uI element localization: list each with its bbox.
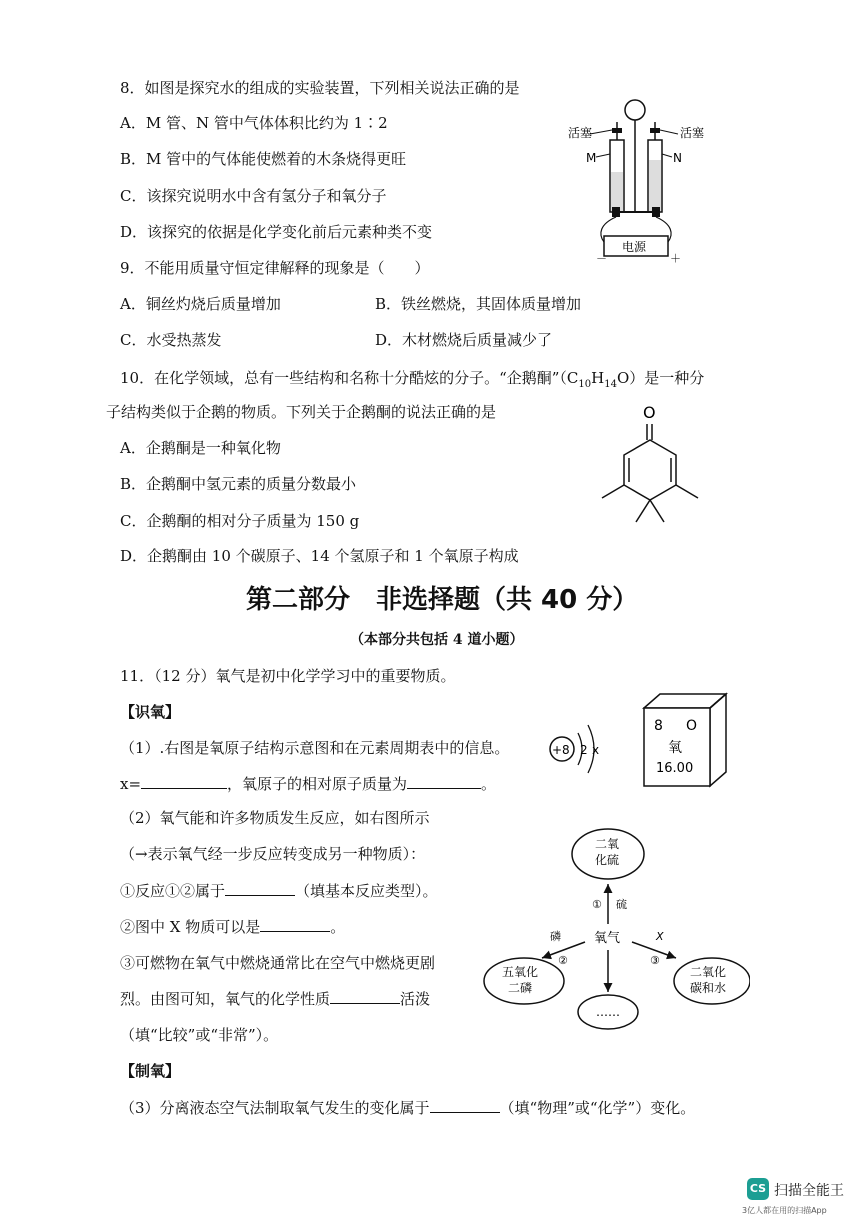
shell2-electrons-label: x: [592, 743, 600, 757]
scanner-app-tagline: 3亿人都在用的扫描App: [742, 1206, 827, 1215]
valve-left-label: 活塞: [568, 126, 593, 140]
num-reaction-3: ③: [650, 954, 660, 967]
q11-p2d: ②图中 X 物质可以是 。: [120, 918, 346, 936]
oxygen-reaction-network-figure: [480, 826, 750, 1032]
node-p2o5-line2: 二磷: [508, 981, 533, 995]
q11-p2: （2）氧气能和许多物质发生反应，如右图所示: [120, 809, 430, 827]
q11-p2g: （填“比较”或“非常”）。: [120, 1026, 279, 1044]
electrolysis-apparatus-figure: [560, 92, 720, 264]
q11-p1-blanks: x= ，氧原子的相对原子质量为 。: [120, 775, 497, 793]
q11-section-identify: 【识氧】: [120, 703, 181, 721]
element-number-label: 8: [654, 718, 663, 734]
q11-p2f: 烈。由图可知，氧气的化学性质 活泼: [120, 990, 431, 1008]
node-so2-line2: 化硫: [595, 853, 620, 867]
scanner-logo-icon: CS: [747, 1178, 769, 1200]
part2-subtitle: （本部分共包括 4 道小题）: [350, 632, 524, 648]
label-x: X: [656, 930, 664, 943]
q8-option-c: C．该探究说明水中含有氢分子和氧分子: [120, 187, 387, 205]
q10-option-c: C．企鹅酮的相对分子质量为 150 g: [120, 512, 360, 530]
node-co2-line1: 二氧化: [690, 965, 727, 979]
power-label: 电源: [622, 240, 647, 254]
q8-option-a: A．M 管、N 管中气体体积比约为 1∶2: [120, 114, 388, 132]
blank-x-substance[interactable]: [260, 917, 330, 932]
q9-option-d: D．木材燃烧后质量减少了: [375, 331, 553, 349]
q11-p2b: （→表示氧气经一步反应转变成另一种物质）：: [120, 845, 426, 863]
label-sulfur: 硫: [616, 898, 627, 911]
q8-stem: 8．如图是探究水的组成的实验装置，下列相关说法正确的是: [120, 79, 520, 97]
q10-option-d: D．企鹅酮由 10 个碳原子、14 个氢原子和 1 个氧原子构成: [120, 547, 519, 565]
tube-m-label: M: [586, 151, 597, 165]
node-oxygen-label: 氧气: [594, 931, 621, 946]
num-reaction-2: ②: [558, 954, 568, 967]
plus-label: ＋: [670, 252, 681, 264]
node-co2-line2: 碳和水: [690, 981, 727, 995]
part2-title: 第二部分 非选择题（共 40 分）: [246, 585, 639, 615]
blank-change-type[interactable]: [430, 1098, 500, 1113]
penguinone-structure-figure: [590, 398, 710, 533]
q11-section-prepare: 【制氧】: [120, 1062, 181, 1080]
q9-option-a: A．铜丝灼烧后质量增加: [120, 295, 281, 313]
q9-option-b: B．铁丝燃烧，其固体质量增加: [375, 295, 582, 313]
label-phosphorus: 磷: [550, 930, 561, 943]
periodic-table-cell-figure: [640, 690, 730, 790]
q9-option-c: C．水受热蒸发: [120, 331, 222, 349]
blank-reaction-type[interactable]: [225, 881, 295, 896]
carbonyl-oxygen-label: O: [643, 403, 656, 422]
element-mass-label: 16.00: [656, 761, 694, 776]
tube-n-label: N: [673, 151, 682, 165]
minus-label: －: [596, 252, 607, 264]
q11-stem: 11．（12 分）氧气是初中化学学习中的重要物质。: [120, 667, 456, 685]
q11-p2e: ③可燃物在氧气中燃烧通常比在空气中燃烧更剧: [120, 954, 436, 972]
node-so2-line1: 二氧: [595, 837, 620, 851]
q10-stem-line2: 子结构类似于企鹅的物质。下列关于企鹅酮的说法正确的是: [106, 403, 497, 421]
nucleus-charge-label: +8: [552, 743, 570, 757]
node-p2o5-line1: 五氧化: [502, 965, 539, 979]
oxygen-atom-structure-figure: [540, 715, 620, 795]
q11-p1: （1）.右图是氧原子结构示意图和在元素周期表中的信息。: [120, 739, 510, 757]
q9-stem: 9．不能用质量守恒定律解释的现象是（ ）: [120, 259, 430, 277]
scanner-app-name: 扫描全能王: [774, 1183, 844, 1199]
element-name-label: 氧: [668, 740, 682, 756]
q10-option-b: B．企鹅酮中氢元素的质量分数最小: [120, 475, 357, 493]
valve-right-label: 活塞: [680, 126, 705, 140]
blank-activity[interactable]: [330, 989, 400, 1004]
q10-option-a: A．企鹅酮是一种氧化物: [120, 439, 281, 457]
element-symbol-label: O: [686, 718, 698, 734]
q11-p2c: ①反应①②属于 （填基本反应类型）。: [120, 882, 438, 900]
q8-option-d: D．该探究的依据是化学变化前后元素种类不变: [120, 223, 433, 241]
q10-stem-line1: 10．在化学领域，总有一些结构和名称十分酷炫的分子。“企鹅酮$”(C_{10}H_{14}O)$是一种分: [120, 369, 705, 390]
q11-p3: （3）分离液态空气法制取氧气发生的变化属于 （填“物理”或“化学”）变化。: [120, 1099, 696, 1117]
q8-option-b: B．M 管中的气体能使燃着的木条烧得更旺: [120, 150, 407, 168]
blank-x[interactable]: [141, 774, 227, 789]
node-others-label: ……: [596, 1005, 620, 1019]
blank-relative-mass[interactable]: [407, 774, 481, 789]
num-reaction-1: ①: [592, 898, 602, 911]
shell1-electrons-label: 2: [580, 743, 588, 757]
